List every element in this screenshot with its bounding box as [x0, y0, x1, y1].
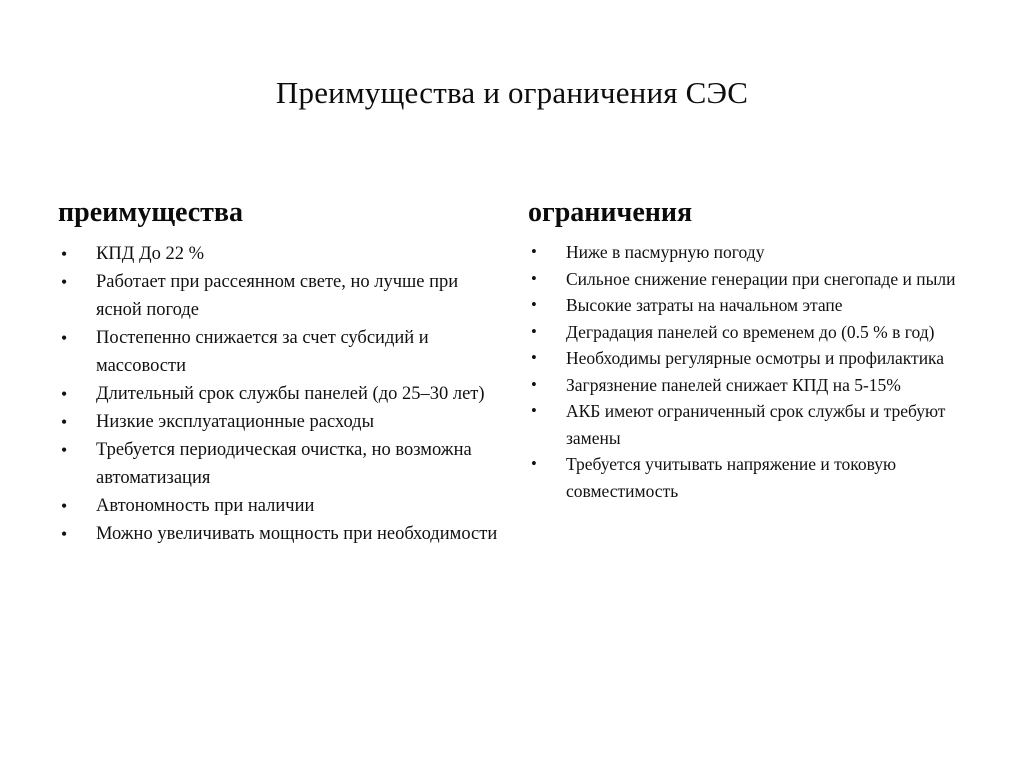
list-item-label: Длительный срок службы панелей (до 25–30 лет) — [96, 384, 485, 404]
list-item-label: Низкие эксплуатационные расходы — [96, 412, 375, 432]
bullet-icon: • — [531, 295, 537, 314]
list-item-label: Автономность при наличии — [96, 496, 315, 516]
list-item-label: Требуется учитывать напряжение и токовую совместимость — [566, 454, 897, 501]
list-item — [58, 240, 508, 268]
list-item — [528, 319, 976, 346]
list-item — [528, 292, 976, 319]
list-item-label: Работает при рассеянном свете, но лучше при ясной погоде — [96, 272, 459, 320]
bullet-icon: • — [61, 524, 68, 544]
bullet-icon: • — [531, 268, 537, 288]
bullet-icon: • — [531, 454, 537, 473]
list-item-label: Можно увеличивать мощность при необходимости — [96, 524, 498, 544]
bullet-icon: • — [61, 412, 68, 432]
limitations-heading: ограничения — [528, 197, 693, 228]
list-item-label: Необходимы регулярные осмотры и профилактика — [566, 348, 945, 368]
column-advantages — [58, 196, 508, 548]
limitations-list — [528, 239, 976, 504]
list-item-label: Деградация панелей со временем до (0.5 % в год) — [566, 321, 935, 342]
list-item-label: АКБ имеют ограниченный срок службы и требуют замены — [566, 401, 946, 448]
content-columns — [0, 196, 1024, 666]
bullet-icon: • — [531, 348, 537, 367]
list-item — [528, 345, 976, 372]
bullet-icon: • — [531, 374, 537, 394]
list-item — [58, 492, 508, 520]
bullet-icon: • — [61, 496, 68, 516]
list-item — [58, 520, 508, 548]
advantages-heading: преимущества — [58, 197, 244, 228]
bullet-icon: • — [61, 440, 68, 460]
list-item-label: Высокие затраты на начальном этапе — [566, 295, 843, 315]
list-item — [528, 398, 976, 451]
list-item — [528, 266, 976, 293]
list-item — [58, 408, 508, 436]
bullet-icon: • — [531, 321, 537, 341]
bullet-icon: • — [531, 401, 537, 420]
list-item-label: Требуется периодическая очистка, но возможна автоматизация — [96, 440, 472, 488]
column-limitations — [528, 196, 976, 504]
advantages-list — [58, 240, 508, 548]
list-item-label: КПД До 22 % — [96, 244, 204, 264]
bullet-icon: • — [61, 384, 68, 404]
list-item — [58, 436, 508, 492]
list-item — [58, 380, 508, 408]
list-item — [58, 268, 508, 324]
bullet-icon: • — [531, 242, 537, 261]
list-item — [528, 239, 976, 266]
list-item-label: Постепенно снижается за счет субсидий и массовости — [96, 328, 429, 376]
bullet-icon: • — [61, 328, 68, 348]
list-item-label: Сильное снижение генерации при снегопаде и пыли — [566, 268, 956, 289]
list-item-label: Загрязнение панелей снижает КПД на 5-15% — [566, 374, 901, 395]
page-title: Преимущества и ограничения СЭС — [275, 75, 749, 110]
bullet-icon: • — [61, 272, 68, 292]
list-item — [528, 372, 976, 399]
bullet-icon: • — [61, 244, 68, 264]
list-item-label: Ниже в пасмурную погоду — [566, 242, 765, 262]
list-item — [528, 451, 976, 504]
list-item — [58, 324, 508, 380]
